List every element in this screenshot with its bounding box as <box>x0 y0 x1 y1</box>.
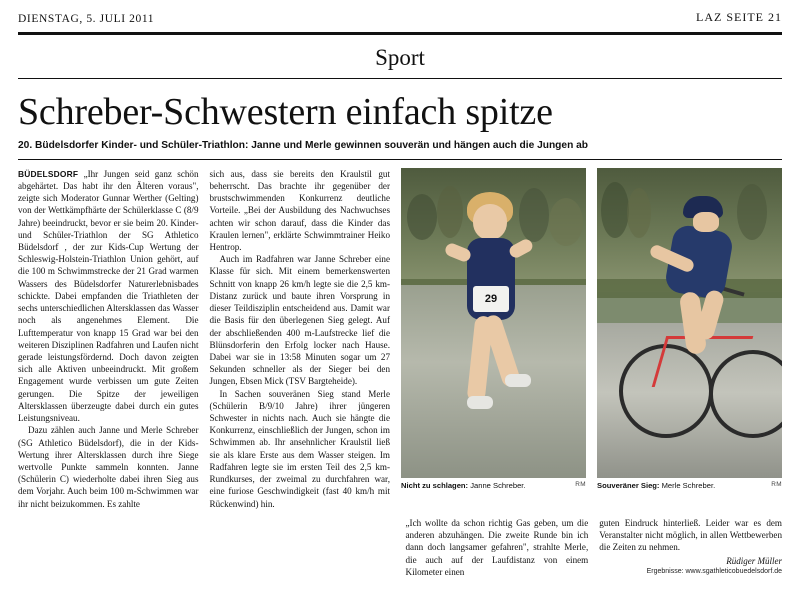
paragraph: Auch im Radfahren war Janne Schreber eine Klasse für sich. Mit einem bemerkenswerten Schnitt von knapp 26 km/h legte sie die 2,5 km-Distanz zurück und baute ihren Vorsprung in dieser Teildisziplin entscheidend aus. Damit war die Basis für den überlegenen Sieg gelegt. Auf der abschließenden 400 m-Laufstrecke lief die Blünsdorferin den Erfolg locker nach Hause. Dabei war sie in 13:58 Minuten sogar um 27 Sekunden schneller als der Sieger bei den Jungen, Ebsen Mick (TSV Bargteheide). <box>209 254 390 387</box>
columns-top <box>18 168 782 510</box>
column-4-text <box>599 517 782 554</box>
column-4 <box>599 517 782 578</box>
masthead <box>0 0 800 29</box>
photo-credit: RM <box>771 480 782 488</box>
masthead-date: DIENSTAG, 5. JULI 2011 <box>18 13 155 25</box>
photo-scene <box>597 168 782 478</box>
photo-block-cyclist <box>597 168 782 490</box>
photo-group <box>401 168 782 490</box>
column-3 <box>406 517 589 578</box>
article-subhead: 20. Büdelsdorfer Kinder- und Schüler-Triathlon: Janne und Merle gewinnen souverän und hängen auch die Jungen ab <box>18 139 589 151</box>
article-body <box>18 168 782 578</box>
columns-bottom <box>18 517 782 578</box>
crowd-figure <box>437 186 463 238</box>
crowd-figure <box>601 182 629 238</box>
runner-head <box>473 204 507 240</box>
paragraph <box>18 168 199 425</box>
dateline: BÜDELSDORF <box>18 168 79 179</box>
column-1-text <box>18 168 199 510</box>
crowd-figure <box>407 194 437 240</box>
runner-right-shoe <box>505 374 531 387</box>
paragraph: sich aus, dass sie bereits den Kraulstil gut beherrscht. Das brachte ihr gegenüber der brustschwimmenden Konkurrenz deutliche Vorteile. „Bei der Ausbildung des Nachwuchses achten wir schon darauf, dass die Kinder das Kraulen lernen", erklärte Schwimmtrainer Heiko Hentrop. <box>209 168 390 252</box>
column-2 <box>210 168 391 510</box>
crowd-figure <box>737 184 767 240</box>
photo-scene <box>401 168 586 478</box>
masthead-page-ref: LAZ SEITE 21 <box>696 10 782 24</box>
paragraph: guten Eindruck hinterließ. Leider war es dem Veranstalter nicht möglich, in allen Wettbewerben die Zeiten zu nehmen. <box>599 517 782 553</box>
crowd-figure <box>627 188 651 238</box>
column-2-text <box>210 168 391 510</box>
photo-merle-cycling <box>597 168 782 478</box>
caption-text <box>597 481 715 490</box>
paragraph: Dazu zählen auch Janne und Merle Schreber (SG Athletico Büdelsdorf), die in der Kids-Wertung ihrer Altersklassen durch ihre Siege wertvolle Punkte sammeln konnten. Janne (Schülerin C) wiederholte dabei ihren Sieg aus dem Vorjahr. Auch beim 100 m-Schwimmen war ihr nicht beizukommen. Es zahlte <box>18 425 199 509</box>
crowd-figure <box>519 188 549 242</box>
column-3-text <box>406 517 589 578</box>
column-1 <box>18 168 199 510</box>
caption-lead: Nicht zu schlagen: <box>401 480 469 490</box>
photo-janne-running <box>401 168 586 478</box>
article-author-credit: Rüdiger Müller <box>726 555 782 566</box>
article-headline: Schreber-Schwestern einfach spitze <box>18 91 553 133</box>
section-title: Sport <box>375 45 425 70</box>
runner-left-shoe <box>467 396 493 409</box>
caption-lead: Souveräner Sieg: <box>597 480 660 490</box>
results-link: Ergebnisse: www.sgathleticobuedelsdorf.de <box>646 567 782 575</box>
photo-block-runner <box>401 168 586 490</box>
rule-top-thick <box>18 33 782 35</box>
paragraph: In Sachen souveränen Sieg stand Merle (Schülerin B/9/10 Jahre) ihrer jüngeren Schwester in nichts nach. Auch sie hängte die Konkurrenz, einschließlich der Jungen, schon im Schwimmen ab. Ihr ansehnlicher Kraulstil ließ sie als klare Erste aus dem Wasser steigen. Im Radfahren legte sie im ersten Teil des 2,5 km-Rundkurses, der zweimal zu durchfahren war, eine furiose Geschwindigkeit (fast 40 km/h mit Rückenwind) hin. <box>209 388 390 509</box>
photo-caption-cyclist <box>597 481 782 490</box>
photo-caption-runner <box>401 481 586 490</box>
caption-rest: Merle Schreber. <box>659 480 716 490</box>
paragraph-text: „Ihr Jungen seid ganz schön abgehärtet. Das habt ihr den Älteren voraus", zeigte sich Moderator Gunnar Werther (Gelting) von der Wettkämpfhärte der Schülerklasse C (8/9 Jahre) beeindruckt, bevor er sie beim 20. Kinder- und Schüler-Triathlon der SG Athletico Büdelsdorf , der zur Kids-Cup Wertung der Schleswig-Holstein-Triathlon Union gehört, auf die 100 m Schwimmstrecke der 21 Grad warmen Wassers des Büdelsdorfer Naturerlebnisbades schickte. Dabei empfanden die Triathleten der sechs unterschiedlichen Altersklassen das Wasser noch als angenehmes Element. Die Lufttemperatur von knapp 15 Grad war bei den weiteren Disziplinen Radfahren und Laufen nicht gerade leistungsfördernd. Doch davon zeigten sich alle Aktiven unbeeindruckt. Mit großem Engagement wurde verbissen um gute Zeiten gerungen. Die Spitze der jeweiligen Altersklassen überzeugte dabei durch ein gutes Leistungsniveau. <box>18 168 199 424</box>
caption-text <box>401 481 526 490</box>
photo-credit: RM <box>575 480 586 488</box>
crowd-figure <box>549 198 583 246</box>
runner-race-bib: 29 <box>473 286 509 312</box>
cyclist-face <box>693 212 719 232</box>
rule-under-section <box>18 78 782 79</box>
caption-rest: Janne Schreber. <box>468 480 526 490</box>
paragraph: „Ich wollte da schon richtig Gas geben, um die anderen abzuhängen. Die zweite Runde bin ich dann doch langsamer gefahren", strahlte Merle, die auch auf der Laufdistanz von einem Kilometer einen <box>405 517 589 577</box>
rule-under-subhead <box>18 159 782 160</box>
